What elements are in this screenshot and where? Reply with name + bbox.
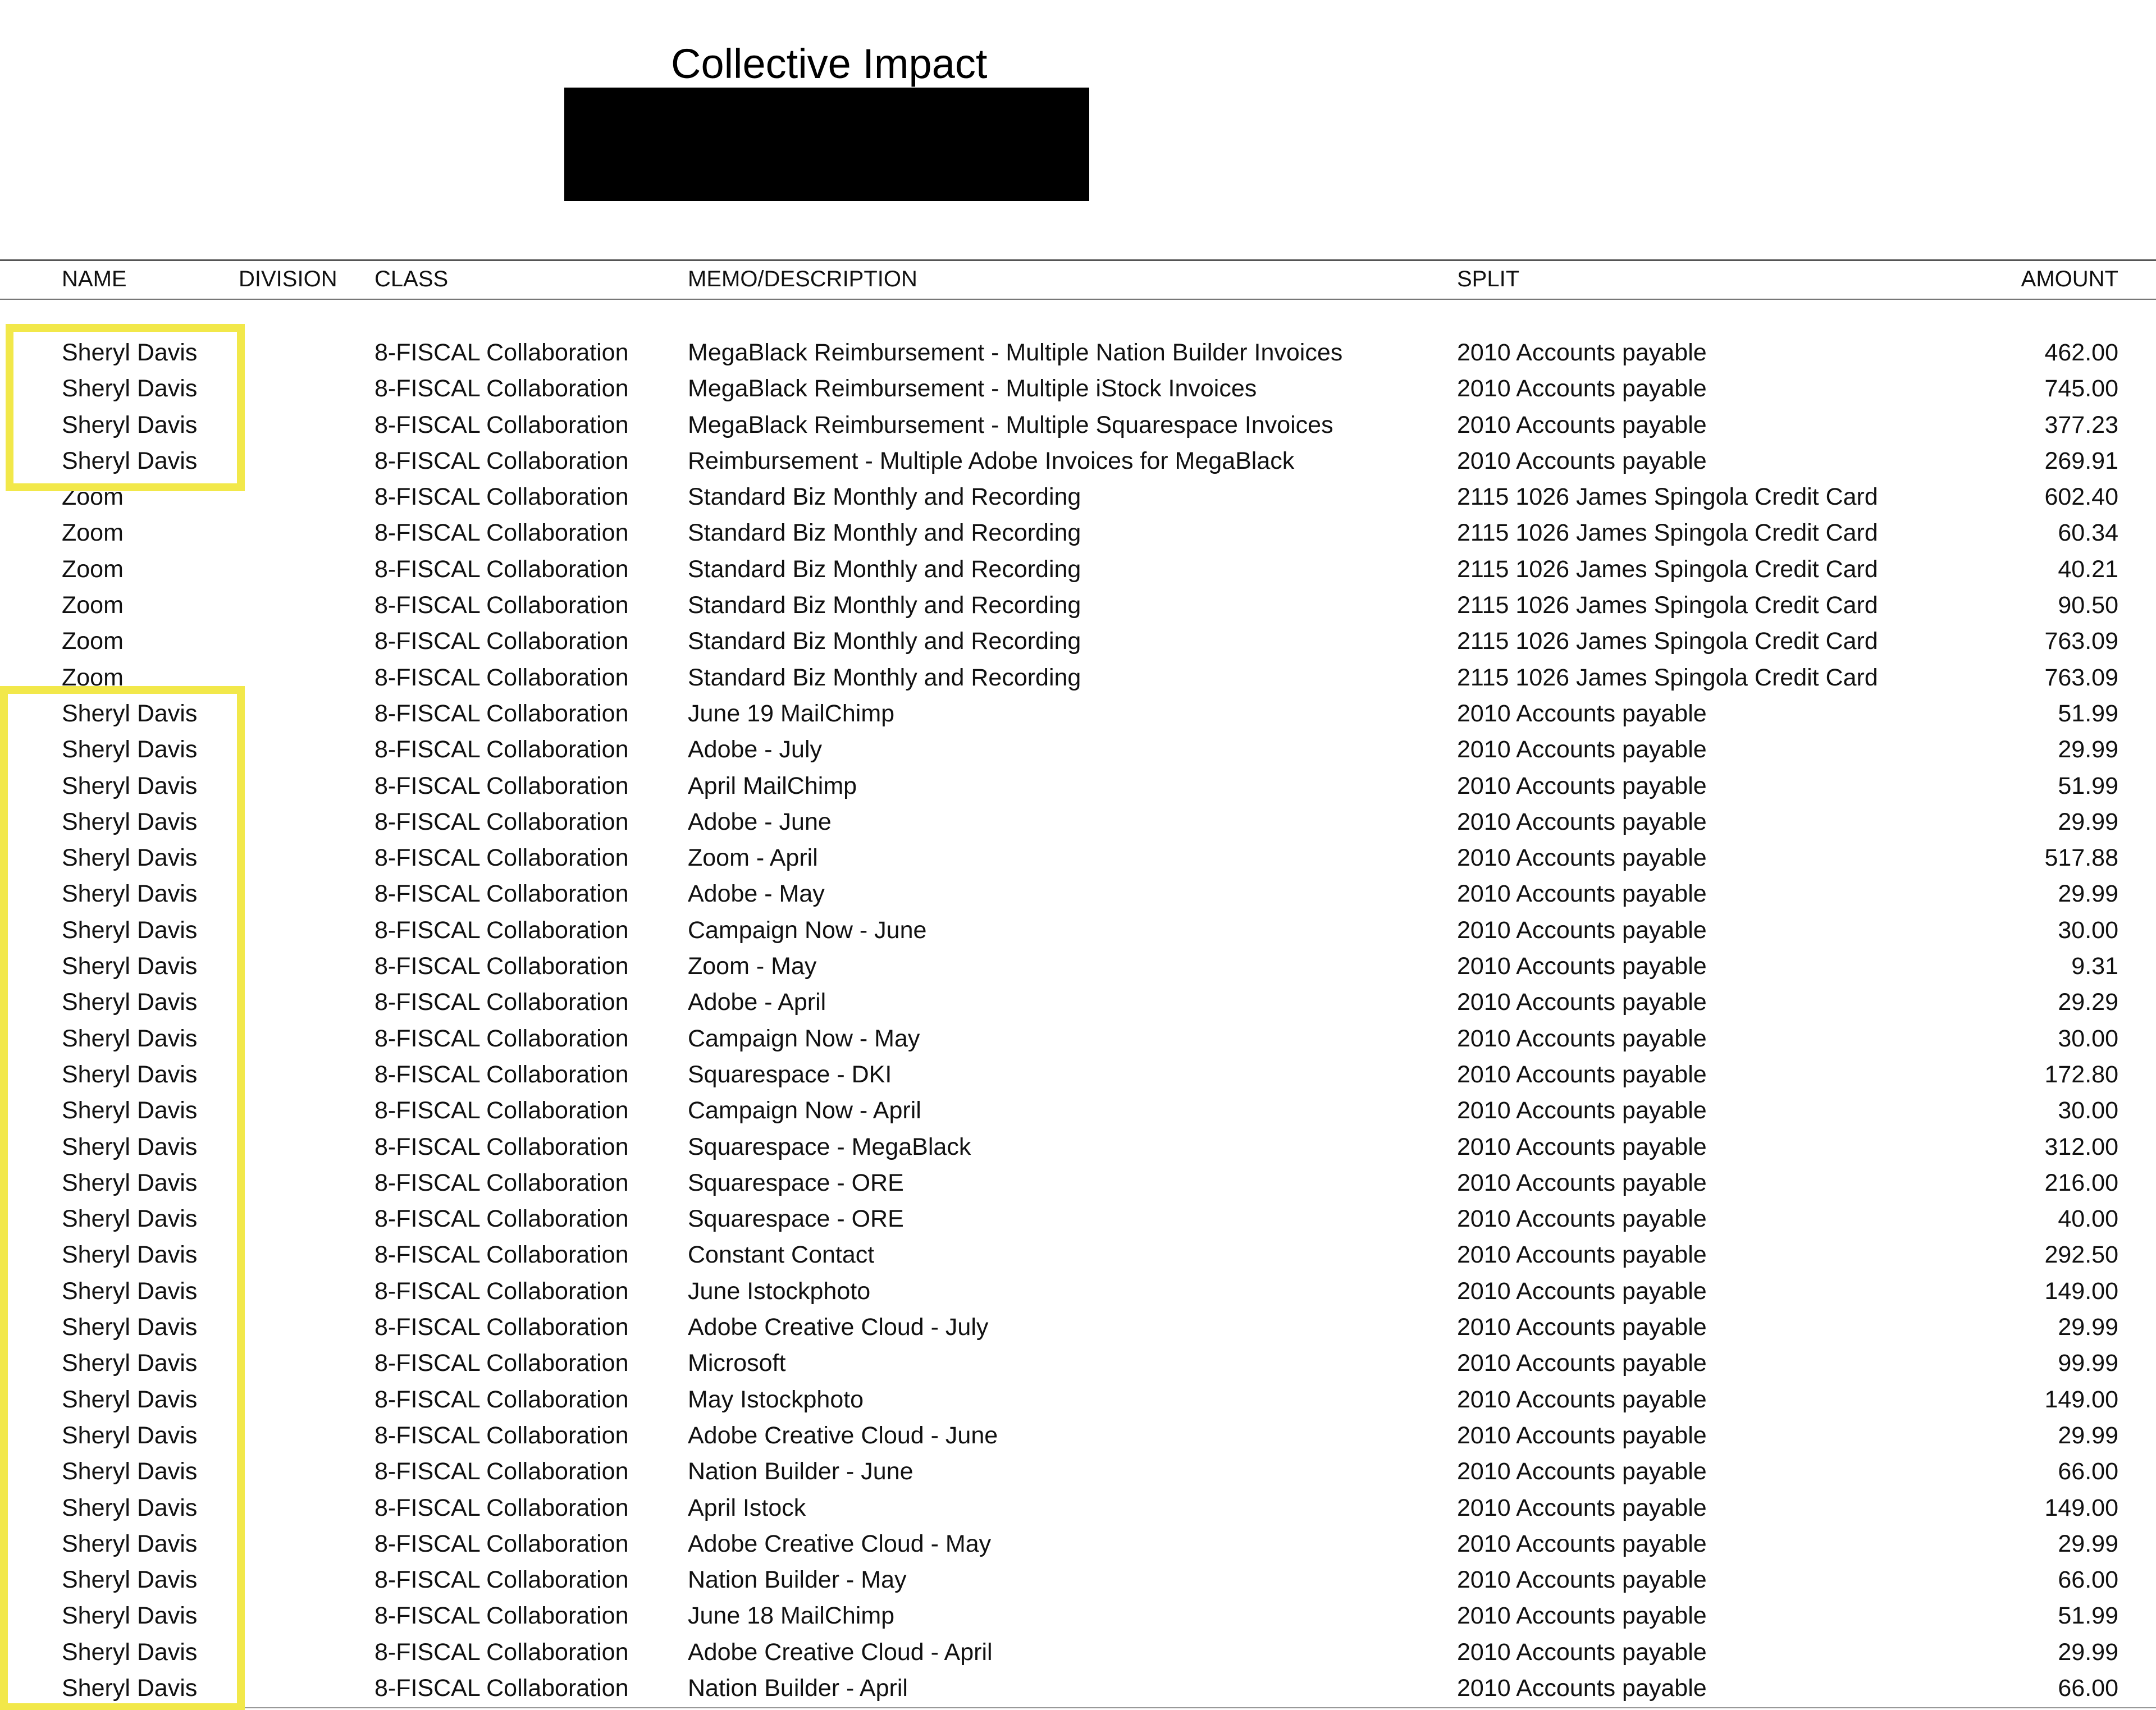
cell-split: 2010 Accounts payable (1457, 953, 1707, 980)
table-row (0, 1309, 2156, 1345)
table-row (0, 912, 2156, 948)
table-row (0, 731, 2156, 767)
table-row (0, 696, 2156, 731)
cell-amount: 99.99 (2058, 1350, 2118, 1377)
cell-name: Sheryl Davis (62, 699, 198, 727)
cell-amount: 29.99 (2058, 1638, 2118, 1666)
cell-amount: 763.09 (2044, 664, 2118, 691)
cell-amount: 745.00 (2044, 375, 2118, 403)
cell-split: 2010 Accounts payable (1457, 1458, 1707, 1485)
table-row (0, 371, 2156, 406)
cell-memo: Adobe Creative Cloud - June (688, 1421, 998, 1449)
table-row (0, 551, 2156, 587)
cell-split: 2010 Accounts payable (1457, 1530, 1707, 1557)
cell-class: 8-FISCAL Collaboration (374, 1314, 629, 1341)
cell-class: 8-FISCAL Collaboration (374, 1638, 629, 1666)
cell-amount: 90.50 (2058, 592, 2118, 619)
cell-memo: Nation Builder - May (688, 1566, 907, 1594)
table-row (0, 479, 2156, 515)
cell-split: 2010 Accounts payable (1457, 736, 1707, 763)
cell-name: Zoom (62, 555, 124, 583)
cell-class: 8-FISCAL Collaboration (374, 880, 629, 908)
cell-class: 8-FISCAL Collaboration (374, 1602, 629, 1630)
cell-name: Sheryl Davis (62, 916, 198, 944)
cell-class: 8-FISCAL Collaboration (374, 1566, 629, 1594)
cell-class: 8-FISCAL Collaboration (374, 447, 629, 474)
cell-memo: June 18 MailChimp (688, 1602, 895, 1630)
cell-class: 8-FISCAL Collaboration (374, 1060, 629, 1088)
cell-class: 8-FISCAL Collaboration (374, 1350, 629, 1377)
cell-class: 8-FISCAL Collaboration (374, 1205, 629, 1233)
cell-class: 8-FISCAL Collaboration (374, 1097, 629, 1124)
report-title: Collective Impact (671, 40, 988, 87)
cell-name: Sheryl Davis (62, 1241, 198, 1269)
cell-split: 2010 Accounts payable (1457, 916, 1707, 944)
cell-amount: 292.50 (2044, 1241, 2118, 1269)
cell-split: 2010 Accounts payable (1457, 411, 1707, 438)
cell-split: 2010 Accounts payable (1457, 1421, 1707, 1449)
cell-name: Zoom (62, 664, 124, 691)
table-row (0, 768, 2156, 804)
cell-name: Sheryl Davis (62, 736, 198, 763)
cell-memo: Zoom - April (688, 844, 818, 872)
cell-name: Sheryl Davis (62, 1386, 198, 1413)
header-top-rule (0, 259, 2156, 261)
cell-split: 2010 Accounts payable (1457, 772, 1707, 799)
cell-name: Sheryl Davis (62, 953, 198, 980)
header-amount: AMOUNT (2021, 267, 2118, 291)
cell-amount: 30.00 (2058, 1097, 2118, 1124)
cell-name: Zoom (62, 628, 124, 655)
cell-split: 2115 1026 James Spingola Credit Card (1457, 555, 1878, 583)
cell-amount: 517.88 (2044, 844, 2118, 872)
cell-memo: Nation Builder - April (688, 1674, 908, 1702)
cell-name: Zoom (62, 519, 124, 547)
cell-memo: Standard Biz Monthly and Recording (688, 592, 1081, 619)
cell-name: Sheryl Davis (62, 1350, 198, 1377)
cell-memo: Standard Biz Monthly and Recording (688, 555, 1081, 583)
cell-amount: 377.23 (2044, 411, 2118, 438)
cell-class: 8-FISCAL Collaboration (374, 1169, 629, 1196)
header-division: DIVISION (239, 267, 337, 291)
cell-amount: 66.00 (2058, 1566, 2118, 1594)
cell-memo: June 19 MailChimp (688, 699, 895, 727)
cell-amount: 149.00 (2044, 1277, 2118, 1305)
cell-memo: May Istockphoto (688, 1386, 864, 1413)
table-row (0, 1490, 2156, 1526)
cell-split: 2010 Accounts payable (1457, 1241, 1707, 1269)
cell-memo: Zoom - May (688, 953, 817, 980)
cell-amount: 40.21 (2058, 555, 2118, 583)
table-row (0, 1526, 2156, 1562)
cell-name: Sheryl Davis (62, 1025, 198, 1052)
cell-amount: 30.00 (2058, 916, 2118, 944)
cell-name: Sheryl Davis (62, 1097, 198, 1124)
cell-class: 8-FISCAL Collaboration (374, 916, 629, 944)
table-header (0, 262, 2156, 296)
cell-memo: April Istock (688, 1494, 806, 1521)
cell-amount: 66.00 (2058, 1674, 2118, 1702)
header-memo: MEMO/DESCRIPTION (688, 267, 917, 291)
table-row (0, 1057, 2156, 1092)
cell-amount: 30.00 (2058, 1025, 2118, 1052)
cell-amount: 172.80 (2044, 1060, 2118, 1088)
table-row (0, 840, 2156, 876)
cell-name: Sheryl Davis (62, 411, 198, 438)
cell-class: 8-FISCAL Collaboration (374, 772, 629, 799)
cell-class: 8-FISCAL Collaboration (374, 1386, 629, 1413)
table-row (0, 1129, 2156, 1165)
header-class: CLASS (374, 267, 449, 291)
cell-amount: 602.40 (2044, 483, 2118, 511)
cell-memo: Adobe - July (688, 736, 823, 763)
cell-amount: 40.00 (2058, 1205, 2118, 1233)
table-row (0, 1237, 2156, 1273)
cell-memo: Squarespace - ORE (688, 1205, 904, 1233)
cell-memo: Standard Biz Monthly and Recording (688, 483, 1081, 511)
cell-memo: Microsoft (688, 1350, 786, 1377)
table-row (0, 1670, 2156, 1706)
cell-split: 2115 1026 James Spingola Credit Card (1457, 664, 1878, 691)
cell-name: Sheryl Davis (62, 1205, 198, 1233)
cell-split: 2010 Accounts payable (1457, 880, 1707, 908)
cell-split: 2010 Accounts payable (1457, 1169, 1707, 1196)
cell-name: Sheryl Davis (62, 375, 198, 403)
cell-name: Sheryl Davis (62, 844, 198, 872)
cell-memo: MegaBlack Reimbursement - Multiple iStock Invoices (688, 375, 1257, 403)
cell-split: 2115 1026 James Spingola Credit Card (1457, 628, 1878, 655)
cell-class: 8-FISCAL Collaboration (374, 699, 629, 727)
cell-class: 8-FISCAL Collaboration (374, 1674, 629, 1702)
cell-amount: 29.99 (2058, 808, 2118, 835)
cell-split: 2010 Accounts payable (1457, 699, 1707, 727)
cell-name: Sheryl Davis (62, 1421, 198, 1449)
table-row (0, 1453, 2156, 1489)
cell-memo: MegaBlack Reimbursement - Multiple Squarespace Invoices (688, 411, 1333, 438)
cell-amount: 462.00 (2044, 339, 2118, 366)
table-row (0, 587, 2156, 623)
cell-name: Sheryl Davis (62, 989, 198, 1016)
cell-class: 8-FISCAL Collaboration (374, 1025, 629, 1052)
cell-amount: 269.91 (2044, 447, 2118, 474)
cell-amount: 29.99 (2058, 1530, 2118, 1557)
cell-split: 2010 Accounts payable (1457, 1205, 1707, 1233)
cell-split: 2010 Accounts payable (1457, 1602, 1707, 1630)
cell-amount: 51.99 (2058, 1602, 2118, 1630)
cell-name: Sheryl Davis (62, 772, 198, 799)
highlight-box (0, 686, 245, 1710)
cell-amount: 216.00 (2044, 1169, 2118, 1196)
cell-memo: Adobe Creative Cloud - July (688, 1314, 989, 1341)
cell-amount: 29.99 (2058, 1314, 2118, 1341)
table-row (0, 1418, 2156, 1453)
table-row (0, 1634, 2156, 1670)
cell-split: 2115 1026 James Spingola Credit Card (1457, 519, 1878, 547)
table-row (0, 1345, 2156, 1381)
cell-class: 8-FISCAL Collaboration (374, 1133, 629, 1160)
cell-class: 8-FISCAL Collaboration (374, 953, 629, 980)
table-row (0, 1598, 2156, 1634)
cell-memo: Constant Contact (688, 1241, 875, 1269)
cell-split: 2010 Accounts payable (1457, 989, 1707, 1016)
cell-split: 2010 Accounts payable (1457, 844, 1707, 872)
cell-memo: Adobe Creative Cloud - April (688, 1638, 993, 1666)
cell-name: Sheryl Davis (62, 1060, 198, 1088)
cell-split: 2115 1026 James Spingola Credit Card (1457, 483, 1878, 511)
cell-name: Zoom (62, 483, 124, 511)
cell-amount: 29.99 (2058, 880, 2118, 908)
cell-name: Sheryl Davis (62, 808, 198, 835)
cell-amount: 66.00 (2058, 1458, 2118, 1485)
cell-name: Sheryl Davis (62, 339, 198, 366)
redaction-block (564, 88, 1089, 201)
cell-memo: Squarespace - MegaBlack (688, 1133, 971, 1160)
cell-memo: Nation Builder - June (688, 1458, 913, 1485)
header-split: SPLIT (1457, 267, 1520, 291)
cell-name: Sheryl Davis (62, 1674, 198, 1702)
cell-split: 2010 Accounts payable (1457, 1494, 1707, 1521)
cell-split: 2115 1026 James Spingola Credit Card (1457, 592, 1878, 619)
cell-name: Sheryl Davis (62, 1638, 198, 1666)
cell-amount: 51.99 (2058, 772, 2118, 799)
cell-class: 8-FISCAL Collaboration (374, 1530, 629, 1557)
cell-split: 2010 Accounts payable (1457, 808, 1707, 835)
cell-name: Sheryl Davis (62, 1602, 198, 1630)
cell-amount: 149.00 (2044, 1386, 2118, 1413)
cell-memo: Standard Biz Monthly and Recording (688, 519, 1081, 547)
highlight-box (6, 324, 245, 491)
cell-memo: Adobe - April (688, 989, 826, 1016)
cell-amount: 29.99 (2058, 736, 2118, 763)
table-row (0, 1165, 2156, 1201)
cell-amount: 51.99 (2058, 699, 2118, 727)
cell-name: Sheryl Davis (62, 1133, 198, 1160)
cell-memo: June Istockphoto (688, 1277, 871, 1305)
cell-amount: 29.29 (2058, 989, 2118, 1016)
table-row (0, 948, 2156, 984)
table-row (0, 660, 2156, 696)
table-row (0, 1273, 2156, 1309)
cell-class: 8-FISCAL Collaboration (374, 989, 629, 1016)
table-row (0, 623, 2156, 659)
cell-memo: MegaBlack Reimbursement - Multiple Nation Builder Invoices (688, 339, 1343, 366)
cell-class: 8-FISCAL Collaboration (374, 375, 629, 403)
cell-split: 2010 Accounts payable (1457, 1674, 1707, 1702)
cell-name: Sheryl Davis (62, 1169, 198, 1196)
cell-amount: 29.99 (2058, 1421, 2118, 1449)
cell-class: 8-FISCAL Collaboration (374, 736, 629, 763)
cell-name: Sheryl Davis (62, 447, 198, 474)
cell-split: 2010 Accounts payable (1457, 339, 1707, 366)
cell-amount: 60.34 (2058, 519, 2118, 547)
table-row (0, 984, 2156, 1020)
cell-amount: 9.31 (2071, 953, 2118, 980)
cell-class: 8-FISCAL Collaboration (374, 844, 629, 872)
cell-memo: April MailChimp (688, 772, 857, 799)
header-bottom-rule (0, 299, 2156, 300)
cell-split: 2010 Accounts payable (1457, 1638, 1707, 1666)
cell-class: 8-FISCAL Collaboration (374, 664, 629, 691)
table-row (0, 1201, 2156, 1237)
cell-split: 2010 Accounts payable (1457, 375, 1707, 403)
cell-class: 8-FISCAL Collaboration (374, 1458, 629, 1485)
cell-memo: Squarespace - ORE (688, 1169, 904, 1196)
cell-class: 8-FISCAL Collaboration (374, 1277, 629, 1305)
table-row (0, 876, 2156, 912)
cell-amount: 149.00 (2044, 1494, 2118, 1521)
cell-class: 8-FISCAL Collaboration (374, 592, 629, 619)
cell-split: 2010 Accounts payable (1457, 1060, 1707, 1088)
cell-split: 2010 Accounts payable (1457, 1566, 1707, 1594)
cell-class: 8-FISCAL Collaboration (374, 339, 629, 366)
cell-name: Sheryl Davis (62, 1314, 198, 1341)
cell-name: Sheryl Davis (62, 880, 198, 908)
cell-memo: Adobe - May (688, 880, 825, 908)
cell-name: Sheryl Davis (62, 1277, 198, 1305)
cell-split: 2010 Accounts payable (1457, 1133, 1707, 1160)
transaction-table (0, 335, 2156, 1706)
cell-name: Sheryl Davis (62, 1458, 198, 1485)
table-row (0, 443, 2156, 479)
cell-class: 8-FISCAL Collaboration (374, 1241, 629, 1269)
cell-split: 2010 Accounts payable (1457, 1350, 1707, 1377)
cell-name: Sheryl Davis (62, 1566, 198, 1594)
cell-memo: Adobe Creative Cloud - May (688, 1530, 992, 1557)
table-row (0, 1021, 2156, 1057)
cell-class: 8-FISCAL Collaboration (374, 1494, 629, 1521)
cell-split: 2010 Accounts payable (1457, 1277, 1707, 1305)
header-name: NAME (62, 267, 127, 291)
cell-memo: Campaign Now - April (688, 1097, 921, 1124)
table-row (0, 804, 2156, 840)
cell-memo: Campaign Now - May (688, 1025, 920, 1052)
cell-amount: 312.00 (2044, 1133, 2118, 1160)
table-row (0, 335, 2156, 371)
cell-name: Sheryl Davis (62, 1530, 198, 1557)
cell-split: 2010 Accounts payable (1457, 1097, 1707, 1124)
cell-memo: Reimbursement - Multiple Adobe Invoices for MegaBlack (688, 447, 1295, 474)
cell-split: 2010 Accounts payable (1457, 1386, 1707, 1413)
cell-memo: Campaign Now - June (688, 916, 927, 944)
table-row (0, 1562, 2156, 1598)
cell-split: 2010 Accounts payable (1457, 1314, 1707, 1341)
table-row (0, 515, 2156, 551)
cell-memo: Standard Biz Monthly and Recording (688, 664, 1081, 691)
table-bottom-rule (0, 1707, 2156, 1708)
cell-class: 8-FISCAL Collaboration (374, 519, 629, 547)
cell-memo: Standard Biz Monthly and Recording (688, 628, 1081, 655)
cell-class: 8-FISCAL Collaboration (374, 628, 629, 655)
cell-class: 8-FISCAL Collaboration (374, 555, 629, 583)
cell-name: Sheryl Davis (62, 1494, 198, 1521)
cell-memo: Squarespace - DKI (688, 1060, 892, 1088)
cell-class: 8-FISCAL Collaboration (374, 411, 629, 438)
cell-split: 2010 Accounts payable (1457, 1025, 1707, 1052)
cell-amount: 763.09 (2044, 628, 2118, 655)
cell-class: 8-FISCAL Collaboration (374, 483, 629, 511)
cell-class: 8-FISCAL Collaboration (374, 1421, 629, 1449)
table-row (0, 407, 2156, 443)
cell-split: 2010 Accounts payable (1457, 447, 1707, 474)
cell-memo: Adobe - June (688, 808, 832, 835)
table-row (0, 1382, 2156, 1418)
cell-class: 8-FISCAL Collaboration (374, 808, 629, 835)
cell-name: Zoom (62, 592, 124, 619)
table-row (0, 1092, 2156, 1128)
